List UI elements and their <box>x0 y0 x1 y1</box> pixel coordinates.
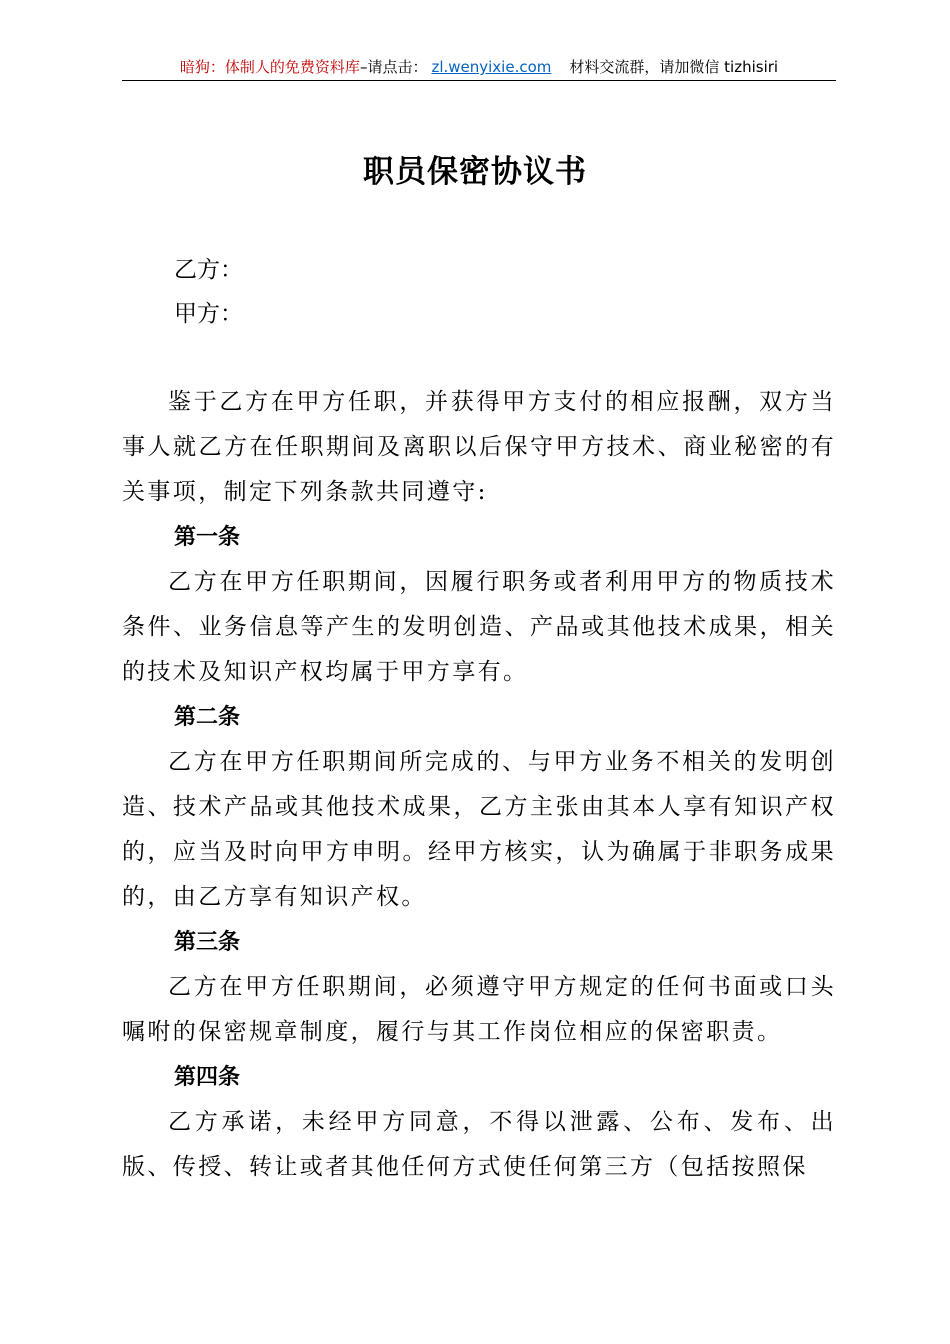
party-b-label: 乙方： <box>174 257 243 283</box>
article-4-body: 乙方承诺，未经甲方同意，不得以泄露、公布、发布、出版、传授、转让或者其他任何方式使任何第三方（包括按照保 <box>122 1109 836 1180</box>
article-3-body: 乙方在甲方任职期间，必须遵守甲方规定的任何书面或口头嘱咐的保密规章制度，履行与其工作岗位相应的保密职责。 <box>122 974 836 1045</box>
article-1-body: 乙方在甲方任职期间，因履行职务或者利用甲方的物质技术条件、业务信息等产生的发明创造、产品或其他技术成果，相关的技术及知识产权均属于甲方享有。 <box>122 569 836 685</box>
header-group-note: 材料交流群，请加微信 tizhisiri <box>569 58 779 76</box>
article-1-heading: 第一条 <box>174 525 241 550</box>
party-a-label: 甲方： <box>174 301 243 327</box>
article-4-heading: 第四条 <box>174 1065 241 1090</box>
header-link[interactable]: zl.wenyixie.com <box>431 58 552 76</box>
document-body <box>122 380 836 1190</box>
intro-paragraph: 鉴于乙方在甲方任职，并获得甲方支付的相应报酬，双方当事人就乙方在任职期间及离职以后保守甲方技术、商业秘密的有关事项，制定下列条款共同遵守: <box>122 389 836 505</box>
document-title: 职员保密协议书 <box>363 154 587 190</box>
article-3-heading: 第三条 <box>174 930 241 955</box>
header-separator: –请点击： <box>359 58 428 76</box>
article-2-heading: 第二条 <box>174 705 241 730</box>
page-header <box>122 56 836 81</box>
article-2-body: 乙方在甲方任职期间所完成的、与甲方业务不相关的发明创造、技术产品或其他技术成果，乙方主张由其本人享有知识产权的，应当及时向甲方申明。经甲方核实，认为确属于非职务成果的，由乙方享有知识产权。 <box>122 749 836 910</box>
header-brand: 暗狗：体制人的免费资料库 <box>179 58 360 76</box>
